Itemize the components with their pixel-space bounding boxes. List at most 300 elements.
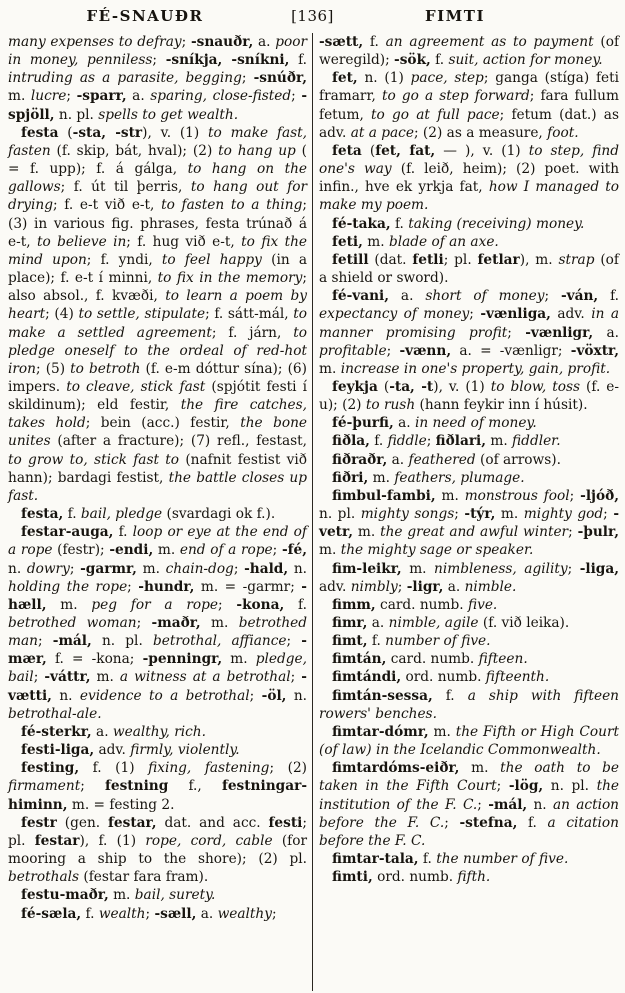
roman-text: ; (2) as a measure,: [413, 124, 548, 141]
dictionary-entry: [319, 233, 619, 251]
roman-text: f. = -kona;: [46, 651, 143, 668]
gloss: the Fifth or High Court (of law) in the Icelandic Commonwealth.: [319, 723, 619, 759]
headword: festningar-himinn,: [8, 778, 307, 813]
roman-text: ( = f. upp); f. á gálga,: [8, 142, 307, 178]
dictionary-entry: [8, 723, 307, 741]
roman-text: m.: [352, 524, 381, 541]
gloss: the number of five.: [436, 851, 569, 868]
roman-text: ;: [290, 669, 302, 686]
headword: fimtán,: [332, 651, 387, 668]
roman-text: ; ganga (stíga) feti framarr,: [319, 70, 620, 105]
page-number: [136]: [291, 7, 334, 25]
roman-text: ; f. járn,: [211, 324, 294, 341]
headword: festi: [268, 814, 303, 831]
gloss: to betroth: [70, 360, 141, 377]
gloss: to cleave, stick fast: [66, 378, 206, 395]
roman-text: a.: [196, 905, 218, 922]
roman-text: f.,: [168, 778, 222, 795]
headword: feta: [332, 142, 362, 159]
roman-text: ; (3) in various fig. phrases, festa trúnað á e-t,: [8, 197, 308, 250]
gloss: rope, cord, cable: [145, 832, 273, 849]
gloss: holding the rope: [8, 578, 128, 595]
headword: -sætt,: [319, 34, 364, 50]
gloss: taking (receiving) money.: [408, 215, 585, 232]
gloss: to feel happy: [161, 251, 262, 268]
headword: festar-auga,: [21, 524, 114, 541]
gloss: bail, surety.: [134, 887, 216, 904]
gloss: sparing, close-fisted: [150, 88, 292, 105]
roman-text: f.: [430, 52, 449, 69]
roman-text: m. = festing 2.: [67, 796, 175, 813]
roman-text: card. numb.: [386, 651, 479, 668]
gloss: bail, pledge: [80, 506, 163, 523]
gloss: to make fast, fasten: [8, 124, 307, 159]
gloss: to hang up: [218, 142, 296, 159]
headword: -maðr,: [151, 615, 201, 631]
gloss: to go a step forward: [381, 88, 530, 105]
dictionary-entry: [319, 868, 619, 886]
gloss: to settle, stipulate: [78, 306, 206, 323]
headword: -liga,: [579, 560, 619, 577]
roman-text: f.: [81, 905, 99, 922]
roman-text: n. pl.: [91, 633, 153, 650]
headword: fé-þurfi,: [332, 415, 394, 432]
gloss: poor in money, penniless: [8, 34, 307, 69]
roman-text: f.: [363, 34, 386, 50]
gloss: mighty god: [523, 506, 604, 523]
roman-text: (spjótit festi í skildinum); eld festir,: [8, 378, 307, 414]
headword: -vænliga,: [480, 306, 551, 323]
headword: fimtán-sessa,: [332, 687, 433, 704]
gloss: firmament: [8, 778, 81, 795]
headword: fé-vani,: [332, 288, 390, 305]
headword: festa: [21, 124, 59, 141]
roman-text: ), m.: [519, 251, 559, 268]
roman-text: m.: [8, 88, 31, 105]
roman-text: (festr);: [52, 542, 110, 559]
headword: -týr,: [464, 506, 496, 523]
gloss: profitable: [319, 342, 387, 359]
headword: feti,: [332, 233, 363, 250]
gloss: betrothal, affiance: [152, 633, 287, 650]
roman-text: m.: [153, 542, 180, 559]
roman-text: ;: [291, 88, 302, 105]
dictionary-entry: [319, 142, 619, 215]
roman-text: m.: [200, 615, 239, 631]
dictionary-entry: [319, 614, 619, 632]
roman-text: ;: [69, 560, 81, 577]
headword: fimt,: [332, 633, 368, 650]
roman-text: ;: [80, 778, 105, 795]
headword: -sta, -str: [72, 124, 143, 141]
gloss: strap: [558, 251, 595, 268]
roman-text: n. pl.: [319, 506, 361, 523]
gloss: how I managed to make my poem.: [319, 179, 619, 214]
headword: -öl,: [261, 687, 287, 704]
gloss: blade of an axe.: [388, 233, 499, 250]
gloss: intruding as a parasite, begging: [8, 70, 242, 87]
roman-text: ;: [271, 905, 277, 922]
roman-text: m.: [46, 596, 92, 613]
roman-text: n. pl.: [54, 106, 99, 123]
gloss: evidence to a betrothal: [79, 687, 250, 704]
dictionary-entry: [8, 741, 307, 759]
roman-text: (f. leið, heim); (2) poet. with infin., hve ek yrkja fat,: [319, 161, 620, 196]
headword: festr: [21, 814, 57, 831]
headword: festi-liga,: [21, 742, 95, 759]
headword: fimtar-tala,: [332, 851, 419, 868]
dictionary-entry: [319, 560, 619, 596]
roman-text: ;: [217, 596, 237, 613]
gloss: to fix the mind upon: [8, 233, 307, 268]
headword: fetill: [332, 251, 369, 268]
roman-text: adv.: [94, 742, 131, 759]
roman-text: m.: [319, 542, 341, 559]
dictionary-entry: [319, 69, 619, 142]
gloss: the fire catches, takes hold: [8, 397, 307, 432]
headword: -sníkja, -sníkni,: [165, 52, 290, 69]
gloss: an action before the F. C.: [319, 796, 619, 831]
headword: fet,: [332, 70, 358, 87]
roman-text: ;: [567, 560, 580, 577]
roman-text: f.: [113, 524, 133, 541]
headword: -lög,: [508, 778, 544, 795]
gloss: mighty songs: [360, 506, 455, 523]
gloss: to believe in: [36, 233, 127, 250]
roman-text: (: [361, 142, 376, 159]
roman-text: ord. numb.: [372, 869, 458, 886]
gloss: feathered: [408, 451, 476, 468]
headword: festar: [34, 832, 80, 849]
roman-text: m.: [222, 651, 256, 668]
roman-text: ;: [249, 687, 262, 704]
gloss: to make a settled agreement: [8, 306, 307, 341]
roman-text: ; also absol., f. kvæði,: [8, 270, 307, 305]
roman-text: ;: [145, 905, 155, 922]
headword: -sparr,: [76, 88, 127, 105]
gloss: pace, step: [410, 70, 484, 87]
gloss: the oath to be taken in the Fifth Court: [319, 760, 619, 795]
gloss: spells to get wealth.: [98, 106, 239, 123]
gloss: at a pace: [350, 124, 414, 141]
dictionary-entry: [319, 432, 619, 450]
roman-text: n.: [8, 560, 27, 577]
headword: -ljóð,: [580, 487, 619, 504]
roman-text: (of a shield or sword).: [319, 251, 619, 287]
roman-text: a.: [253, 34, 276, 50]
dictionary-entry: [8, 759, 307, 813]
gloss: a witness at a betrothal: [119, 669, 291, 686]
roman-text: adv.: [550, 306, 592, 323]
headword: -hundr,: [138, 578, 195, 595]
gloss: increase in one's property, gain, profit.: [340, 360, 611, 377]
roman-text: ;: [241, 70, 254, 87]
headword: festing,: [21, 760, 80, 777]
roman-text: f.: [598, 288, 620, 305]
roman-text: ;: [181, 34, 191, 50]
roman-text: — ), v. (1): [435, 142, 529, 159]
roman-text: (in a place); f. e-t í minni,: [8, 251, 307, 287]
roman-text: ;: [568, 524, 578, 541]
right-column: [313, 33, 625, 991]
roman-text: a.: [91, 723, 113, 740]
roman-text: ;: [66, 88, 77, 105]
gloss: chain-dog: [165, 560, 234, 577]
roman-text: n. pl.: [543, 778, 597, 795]
roman-text: ), v. (1): [142, 124, 209, 141]
roman-text: ;: [272, 542, 282, 559]
roman-text: a.: [387, 451, 409, 468]
roman-text: f.: [418, 851, 437, 868]
roman-text: adv.: [319, 578, 351, 595]
headword: -ta, -t: [389, 378, 434, 395]
roman-text: (hann feykir inn í húsit).: [415, 397, 588, 414]
roman-text: ;: [603, 506, 614, 523]
roman-text: n.: [51, 687, 80, 704]
headword: fetlar: [477, 251, 520, 268]
dictionary-entry: [8, 124, 307, 505]
roman-text: ; pl.: [443, 251, 478, 268]
headword: -snúðr,: [253, 70, 307, 87]
roman-text: (of weregild);: [319, 34, 620, 69]
roman-text: ; fetum (dat.) as adv.: [319, 106, 619, 141]
headword: -sök,: [394, 52, 431, 69]
gloss: in need of money.: [414, 415, 537, 432]
roman-text: ;: [507, 324, 526, 341]
roman-text: f.: [432, 687, 468, 704]
roman-text: ;: [477, 796, 489, 813]
continuation-paragraph: [319, 33, 619, 69]
headword: fé-taka,: [332, 215, 391, 232]
roman-text: f.: [369, 433, 388, 450]
dictionary-entry: [8, 523, 307, 723]
roman-text: (dat.: [368, 251, 413, 268]
roman-text: (f. e-m dóttur sína); (6) impers.: [8, 360, 307, 395]
roman-text: (: [58, 124, 73, 141]
gloss: five.: [467, 596, 498, 613]
roman-text: m. = -garmr;: [194, 578, 302, 595]
roman-text: ;: [496, 778, 509, 795]
headword: fet, fat,: [375, 142, 436, 159]
roman-text: ;: [454, 506, 465, 523]
headword: -vænn,: [399, 342, 452, 359]
headword: fiðlari,: [435, 433, 486, 450]
running-head-left: FÉ-SNAUÐR: [86, 7, 204, 25]
headword: -garmr,: [80, 560, 137, 577]
gloss: betrothal-ale.: [8, 705, 102, 722]
roman-text: ; (2): [269, 760, 307, 777]
headword: fiðri,: [332, 469, 369, 486]
headword: fimbul-fambi,: [332, 487, 436, 504]
roman-text: f.: [63, 506, 81, 523]
roman-text: ; f. e-t við e-t,: [53, 197, 162, 214]
roman-text: ;: [569, 487, 581, 504]
roman-text: ;: [426, 433, 436, 450]
roman-text: (f. skip, bát, hval); (2): [50, 142, 219, 159]
headword: -endi,: [109, 542, 154, 559]
roman-text: ), v. (1): [433, 378, 491, 395]
gloss: peg for a rope: [91, 596, 218, 613]
roman-text: n.: [527, 796, 553, 813]
roman-text: ;: [286, 633, 302, 650]
dictionary-entry: [319, 723, 619, 759]
gloss: firmly, violently.: [130, 742, 240, 759]
roman-text: (nafnit festist við hann); bardagi festist,: [8, 451, 307, 486]
roman-text: m.: [435, 487, 465, 504]
roman-text: ;: [136, 615, 152, 631]
gloss: in a manner promising profit: [319, 306, 619, 341]
roman-text: f.: [517, 814, 548, 831]
roman-text: m.: [401, 560, 435, 577]
headword: -kona,: [236, 596, 285, 613]
gloss: to rush: [365, 397, 416, 414]
headword: feykja: [332, 378, 378, 395]
gloss: expectancy of money: [319, 306, 470, 323]
roman-text: a.: [593, 324, 619, 341]
roman-text: a.: [389, 288, 426, 305]
gloss: short of money: [425, 288, 545, 305]
gloss: nimbly: [350, 578, 398, 595]
page-header: [0, 0, 625, 33]
gloss: many expenses to defray: [8, 34, 182, 50]
gloss: loop or eye at the end of a rope: [8, 524, 307, 559]
dictionary-entry: [8, 886, 307, 904]
gloss: betrothals: [8, 869, 80, 886]
roman-text: f.: [390, 215, 409, 232]
gloss: betrothed man: [8, 615, 308, 650]
roman-text: m.: [90, 669, 120, 686]
roman-text: a.: [393, 415, 415, 432]
dictionary-entry: [319, 414, 619, 432]
gloss: fifteenth.: [485, 669, 550, 686]
roman-text: ord. numb.: [401, 669, 486, 686]
gloss: the mighty sage or speaker.: [340, 542, 534, 559]
continuation-paragraph: [8, 33, 307, 124]
headword: -þulr,: [577, 524, 619, 541]
dictionary-entry: [319, 687, 619, 723]
dictionary-entry: [319, 650, 619, 668]
headword: -vætti,: [8, 669, 307, 704]
roman-text: ; fara fullum fetum,: [319, 88, 619, 123]
gloss: fiddler.: [512, 433, 561, 450]
headword: fiðla,: [332, 433, 370, 450]
dictionary-entry: [319, 287, 619, 378]
gloss: nimbleness, agility: [434, 560, 568, 577]
gloss: the battle closes up fast.: [8, 469, 307, 504]
roman-text: ), f. (1): [79, 832, 146, 849]
dictionary-entry: [8, 814, 307, 887]
headword: fimtardóms-eiðr,: [332, 760, 460, 777]
gloss: fifteen.: [478, 651, 528, 668]
gloss: the institution of the F. C.: [319, 778, 619, 813]
roman-text: f. (1): [79, 760, 149, 777]
gloss: pledge, bail: [8, 651, 307, 686]
roman-text: (of arrows).: [475, 451, 561, 468]
headword: festar,: [108, 814, 157, 831]
headword: fimm,: [332, 596, 376, 613]
gloss: to blow, toss: [490, 378, 581, 395]
roman-text: ; f. hug við e-t,: [126, 233, 242, 250]
roman-text: f.: [367, 633, 386, 650]
gloss: fixing, fastening: [148, 760, 270, 777]
gloss: to learn a poem by heart: [8, 288, 307, 323]
roman-text: f.: [289, 52, 308, 69]
headword: fim-leikr,: [332, 560, 402, 577]
gloss: a citation before the F. C.: [319, 814, 619, 849]
roman-text: m.: [362, 233, 389, 250]
headword: -vænligr,: [525, 324, 594, 341]
gloss: a ship with fifteen rowers' benches.: [319, 687, 619, 722]
gloss: dowry: [26, 560, 70, 577]
headword: -spjöll,: [8, 88, 307, 123]
roman-text: dat. and acc.: [156, 814, 269, 831]
roman-text: m.: [368, 469, 395, 486]
roman-text: (f. við leika).: [478, 615, 570, 631]
gloss: suit, action for money.: [448, 52, 603, 69]
headword: -váttr,: [44, 669, 91, 686]
roman-text: n.: [288, 560, 307, 577]
dictionary-entry: [319, 469, 619, 487]
dictionary-entry: [319, 251, 619, 287]
headword: -penningr,: [142, 651, 223, 668]
roman-text: a.: [443, 578, 465, 595]
gloss: number of five.: [385, 633, 491, 650]
gloss: feathers, plumage.: [394, 469, 525, 486]
gloss: to grow to, stick fast to: [8, 451, 180, 468]
dictionary-entry: [319, 378, 619, 414]
gloss: to fasten to a thing: [161, 197, 303, 214]
headword: -mær,: [8, 633, 307, 668]
gloss: nimble, agile: [388, 615, 479, 631]
gloss: betrothed woman: [8, 615, 137, 631]
dictionary-entry: [319, 451, 619, 469]
dictionary-entry: [319, 487, 619, 560]
roman-text: (for mooring a ship to the shore); (2) pl.: [8, 832, 308, 868]
roman-text: ; f. yndi,: [86, 251, 162, 268]
roman-text: ;: [469, 306, 481, 323]
headword: fé-sæla,: [21, 905, 82, 922]
headword: fé-sterkr,: [21, 723, 92, 740]
headword: -mál,: [52, 633, 92, 650]
headword: fimr,: [332, 615, 368, 631]
gloss: lucre: [30, 88, 67, 105]
text-columns: [0, 33, 625, 991]
roman-text: n. (1): [357, 70, 411, 87]
roman-text: m.: [319, 360, 341, 377]
roman-text: ;: [544, 288, 561, 305]
gloss: to fix in the memory: [157, 270, 303, 287]
gloss: fifth.: [457, 869, 491, 886]
roman-text: ; f. sátt-mál,: [205, 306, 294, 323]
roman-text: ;: [444, 814, 460, 831]
gloss: wealthy, rich.: [112, 723, 206, 740]
roman-text: a.: [367, 615, 389, 631]
gloss: fiddle: [387, 433, 427, 450]
roman-text: m.: [495, 506, 524, 523]
gloss: to step, find one's way: [319, 142, 619, 178]
left-column: [0, 33, 312, 991]
gloss: end of a rope: [179, 542, 273, 559]
gloss: wealthy: [217, 905, 272, 922]
headword: fiðraðr,: [332, 451, 388, 468]
gloss: the bone unites: [8, 415, 307, 450]
roman-text: f.: [284, 596, 307, 613]
dictionary-entry: [319, 850, 619, 868]
gloss: to hang out for drying: [8, 179, 307, 214]
headword: -fé,: [281, 542, 307, 559]
headword: fimtándi,: [332, 669, 402, 686]
dictionary-entry: [319, 215, 619, 233]
